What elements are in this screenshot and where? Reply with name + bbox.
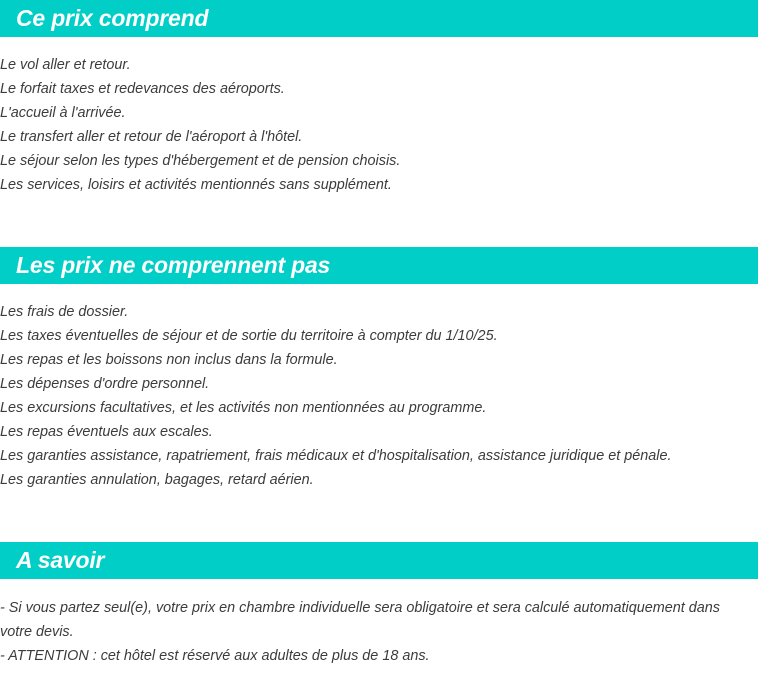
section-title: A savoir bbox=[16, 547, 105, 573]
list-item: Les garanties annulation, bagages, retard aérien. bbox=[0, 472, 314, 488]
included-list bbox=[0, 53, 758, 197]
note-paragraph: - Si vous partez seul(e), votre prix en chambre individuelle sera obligatoire et sera calculé automatiquement dans votre devis. bbox=[0, 600, 720, 640]
section-good-to-know bbox=[0, 542, 758, 668]
list-item: Le transfert aller et retour de l'aéroport à l'hôtel. bbox=[0, 129, 303, 145]
section-title: Ce prix comprend bbox=[16, 5, 209, 31]
list-item: Les services, loisirs et activités mentionnés sans supplément. bbox=[0, 177, 392, 193]
list-item: Les frais de dossier. bbox=[0, 304, 129, 320]
list-item: Les excursions facultatives, et les activités non mentionnées au programme. bbox=[0, 400, 487, 416]
notes-block bbox=[0, 596, 758, 668]
section-price-excludes bbox=[0, 247, 758, 492]
note-paragraph: - ATTENTION : cet hôtel est réservé aux adultes de plus de 18 ans. bbox=[0, 648, 430, 664]
section-price-includes bbox=[0, 0, 758, 197]
list-item: Les dépenses d'ordre personnel. bbox=[0, 376, 210, 392]
section-header-good-to-know bbox=[0, 542, 758, 579]
section-title: Les prix ne comprennent pas bbox=[16, 252, 331, 278]
section-header-price-includes bbox=[0, 0, 758, 37]
list-item: Les garanties assistance, rapatriement, frais médicaux et d'hospitalisation, assistance juridique et pénale. bbox=[0, 448, 672, 464]
list-item: Les repas éventuels aux escales. bbox=[0, 424, 213, 440]
list-item: L'accueil à l'arrivée. bbox=[0, 105, 126, 121]
list-item: Les repas et les boissons non inclus dans la formule. bbox=[0, 352, 338, 368]
section-header-price-excludes bbox=[0, 247, 758, 284]
list-item: Les taxes éventuelles de séjour et de sortie du territoire à compter du 1/10/25. bbox=[0, 328, 498, 344]
excluded-list bbox=[0, 300, 758, 492]
list-item: Le forfait taxes et redevances des aéroports. bbox=[0, 81, 285, 97]
list-item: Le séjour selon les types d'hébergement et de pension choisis. bbox=[0, 153, 401, 169]
list-item: Le vol aller et retour. bbox=[0, 57, 131, 73]
